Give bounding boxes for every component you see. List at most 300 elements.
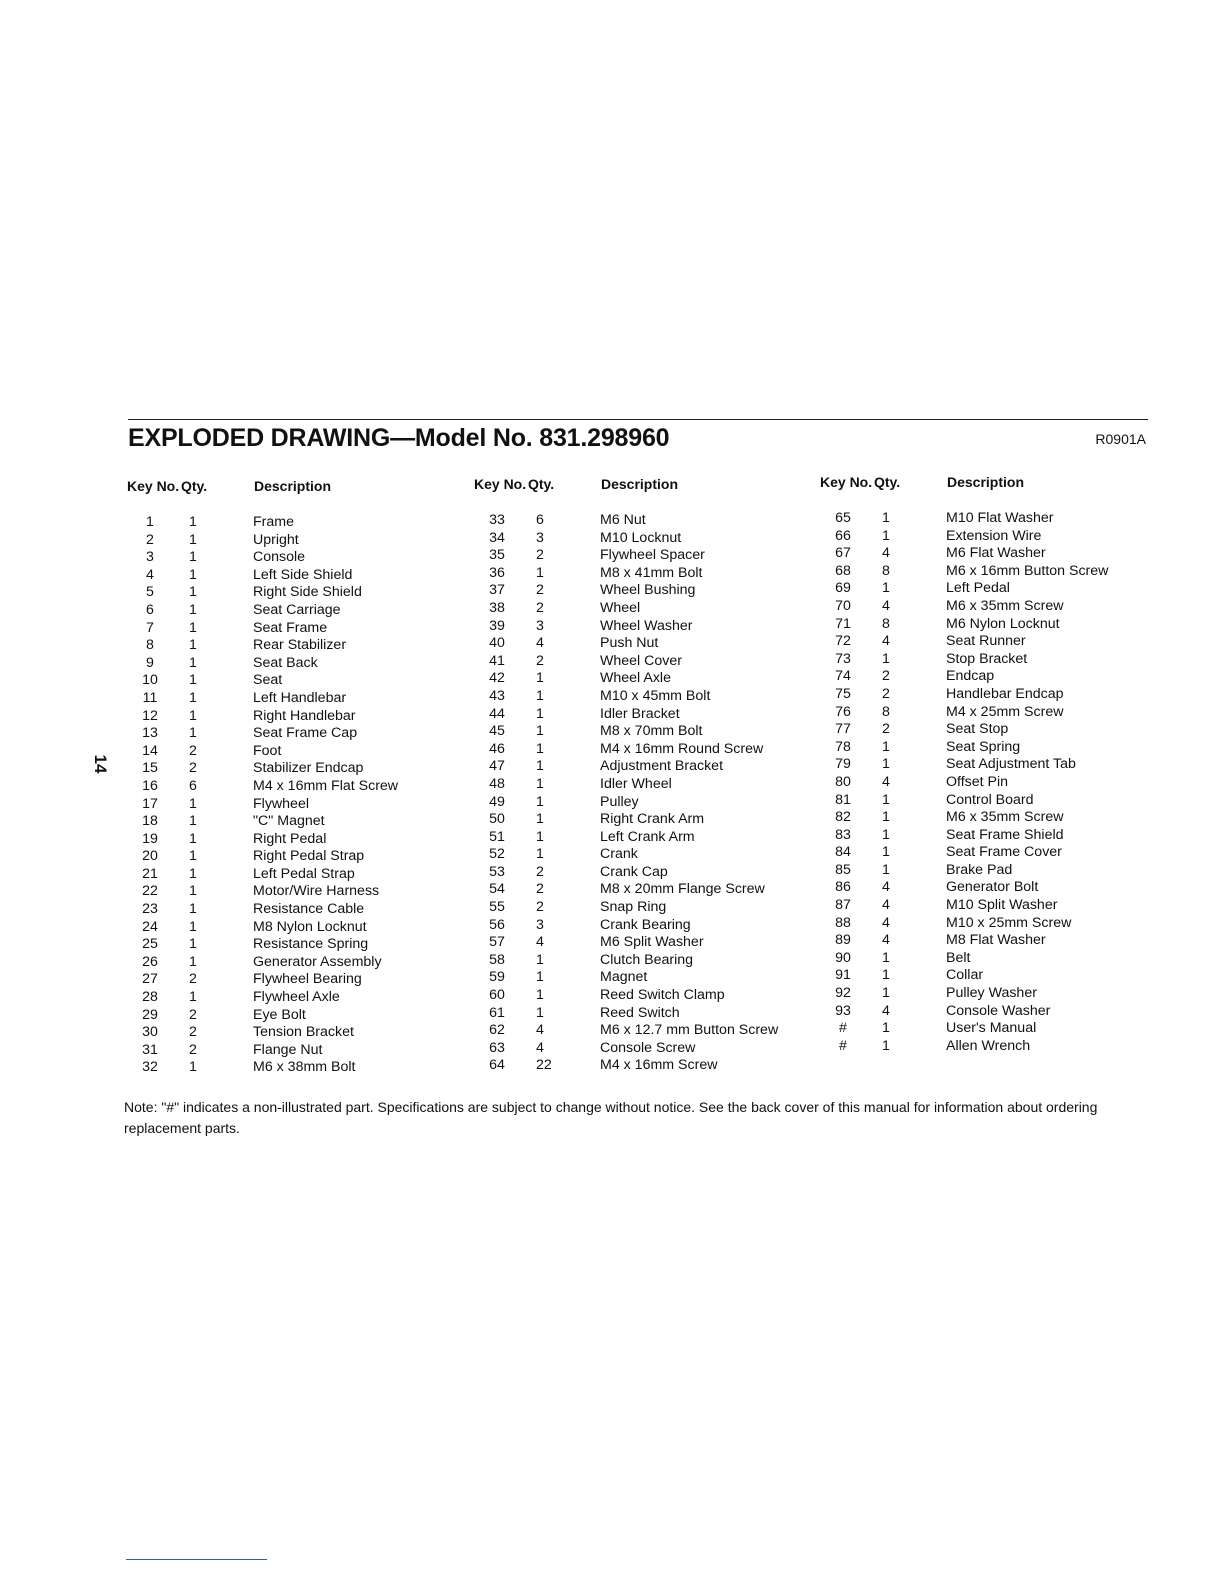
part-key-no: 87 <box>835 897 851 914</box>
part-qty: 2 <box>882 721 890 738</box>
part-key-no: 41 <box>489 652 505 669</box>
part-qty: 1 <box>189 514 197 530</box>
part-description: M6 x 35mm Screw <box>946 597 1064 614</box>
header-qty: Qty. <box>181 478 208 494</box>
part-key-no: 86 <box>835 879 851 896</box>
part-key-no: 57 <box>489 934 505 951</box>
part-qty: 2 <box>536 881 544 898</box>
part-qty: 1 <box>189 601 197 618</box>
footnote: Note: "#" indicates a non-illustrated part. Specifications are subject to change without notice. See the back cover of this manual for information about ordering replacement parts. <box>124 1099 1098 1136</box>
part-qty: 1 <box>189 865 197 882</box>
part-qty: 1 <box>536 951 544 968</box>
part-key-no: 82 <box>835 809 851 826</box>
part-description: M8 Flat Washer <box>946 932 1046 949</box>
part-description: M10 x 25mm Screw <box>946 914 1072 931</box>
part-description: Frame <box>253 514 294 530</box>
part-key-no: 1 <box>146 514 154 530</box>
part-qty: 1 <box>536 758 544 775</box>
part-key-no: 66 <box>835 527 851 544</box>
part-description: Console Washer <box>946 1002 1051 1019</box>
part-description: Right Pedal Strap <box>253 848 365 865</box>
part-qty: 4 <box>882 773 890 790</box>
part-key-no: 83 <box>835 826 851 843</box>
part-key-no: 45 <box>489 723 505 740</box>
part-qty: 22 <box>536 1057 552 1074</box>
part-description: Endcap <box>946 668 995 685</box>
part-qty: 1 <box>536 969 544 986</box>
part-key-no: 78 <box>835 738 851 755</box>
part-qty: 1 <box>536 793 544 810</box>
part-qty: 1 <box>536 846 544 863</box>
part-qty: 1 <box>189 637 197 654</box>
part-key-no: 36 <box>489 564 505 581</box>
part-key-no: 63 <box>489 1039 505 1056</box>
part-description: M6 x 38mm Bolt <box>253 1059 356 1076</box>
part-qty: 6 <box>536 512 544 528</box>
part-description: Left Pedal <box>946 580 1010 597</box>
part-description: Right Crank Arm <box>600 811 705 828</box>
part-key-no: 80 <box>835 773 851 790</box>
part-key-no: 53 <box>489 863 505 880</box>
part-description: Generator Bolt <box>946 879 1039 896</box>
header-key-no: Key No. <box>820 474 873 490</box>
header-key-no: Key No. <box>474 476 527 492</box>
part-description: Console Screw <box>600 1039 696 1056</box>
part-description: Idler Wheel <box>600 775 672 792</box>
part-description: Seat Frame Cap <box>253 725 358 742</box>
part-key-no: 60 <box>489 987 505 1004</box>
part-key-no: 51 <box>489 828 505 845</box>
part-qty: 2 <box>536 599 544 616</box>
part-description: Seat Frame Shield <box>946 826 1064 843</box>
part-qty: 4 <box>882 633 890 650</box>
part-key-no: 49 <box>489 793 505 810</box>
part-key-no: 42 <box>489 670 505 687</box>
part-qty: 4 <box>882 597 890 614</box>
part-qty: 2 <box>536 863 544 880</box>
part-description: Right Side Shield <box>253 584 362 601</box>
part-key-no: 77 <box>835 721 851 738</box>
part-qty: 1 <box>189 584 197 601</box>
header-qty: Qty. <box>528 476 555 492</box>
part-description: M8 x 41mm Bolt <box>600 564 703 581</box>
part-description: Flange Nut <box>253 1041 323 1058</box>
part-key-no: 52 <box>489 846 505 863</box>
part-description: M10 x 45mm Bolt <box>600 687 711 704</box>
part-description: Eye Bolt <box>253 1006 306 1023</box>
part-qty: 4 <box>536 635 544 652</box>
part-description: Right Handlebar <box>253 707 356 724</box>
header-description: Description <box>601 476 679 492</box>
part-key-no: 71 <box>835 615 851 632</box>
part-qty: 1 <box>189 813 197 830</box>
part-description: Foot <box>253 742 282 759</box>
part-description: Seat Adjustment Tab <box>946 756 1076 773</box>
part-key-no: 35 <box>489 547 505 564</box>
part-key-no: 67 <box>835 545 851 562</box>
header-qty: Qty. <box>874 474 901 490</box>
part-key-no: 19 <box>142 830 158 847</box>
part-qty: 1 <box>536 687 544 704</box>
part-qty: 1 <box>536 723 544 740</box>
part-description: M10 Split Washer <box>946 897 1058 914</box>
part-key-no: 70 <box>835 597 851 614</box>
part-qty: 1 <box>189 936 197 953</box>
part-description: "C" Magnet <box>253 813 325 830</box>
part-qty: 1 <box>882 510 890 526</box>
part-description: Wheel <box>600 599 641 616</box>
part-description: M6 x 35mm Screw <box>946 809 1064 826</box>
part-qty: 1 <box>882 844 890 861</box>
part-description: Tension Bracket <box>253 1024 354 1041</box>
part-key-no: 8 <box>146 637 154 654</box>
part-qty: 1 <box>882 791 890 808</box>
part-key-no: 16 <box>142 777 158 794</box>
part-qty: 1 <box>536 811 544 828</box>
part-key-no: 37 <box>489 582 505 599</box>
part-description: Flywheel Axle <box>253 989 340 1006</box>
part-key-no: 5 <box>146 584 154 601</box>
header-key-no: Key No. <box>127 478 180 494</box>
part-key-no: 88 <box>835 914 851 931</box>
part-description: Offset Pin <box>946 773 1009 790</box>
document-code: R0901A <box>1095 431 1146 447</box>
part-key-no: 40 <box>489 635 505 652</box>
part-description: Console <box>253 549 306 566</box>
part-description: M6 Flat Washer <box>946 545 1046 562</box>
part-qty: 1 <box>882 756 890 773</box>
part-qty: 3 <box>536 529 544 546</box>
part-key-no: 43 <box>489 687 505 704</box>
part-key-no: 47 <box>489 758 505 775</box>
part-qty: 1 <box>536 1004 544 1021</box>
part-description: Reed Switch <box>600 1004 680 1021</box>
part-description: Seat Carriage <box>253 601 341 618</box>
part-qty: 1 <box>882 580 890 597</box>
part-description: Pulley Washer <box>946 985 1037 1002</box>
title-rule <box>128 419 1148 420</box>
part-qty: 4 <box>536 1039 544 1056</box>
part-description: Snap Ring <box>600 899 667 916</box>
part-qty: 1 <box>189 795 197 812</box>
part-qty: 6 <box>189 777 197 794</box>
part-key-no: # <box>839 1037 847 1054</box>
part-key-no: 38 <box>489 599 505 616</box>
part-qty: 2 <box>189 1006 197 1023</box>
part-description: Left Handlebar <box>253 689 347 706</box>
part-qty: 2 <box>189 1024 197 1041</box>
part-description: Push Nut <box>600 635 659 652</box>
part-description: Allen Wrench <box>946 1037 1031 1054</box>
part-key-no: 27 <box>142 971 158 988</box>
part-key-no: 3 <box>146 549 154 566</box>
part-qty: 2 <box>189 742 197 759</box>
part-description: M6 x 12.7 mm Button Screw <box>600 1022 779 1039</box>
part-description: Crank Cap <box>600 863 668 880</box>
part-description: Generator Assembly <box>253 953 382 970</box>
part-qty: 3 <box>536 617 544 634</box>
page-title: EXPLODED DRAWING—Model No. 831.298960 <box>128 424 670 452</box>
part-description: Upright <box>253 531 299 548</box>
part-key-no: 30 <box>142 1024 158 1041</box>
part-description: M6 Nut <box>600 512 646 528</box>
part-qty: 1 <box>189 531 197 548</box>
part-description: Resistance Spring <box>253 936 369 953</box>
part-key-no: 89 <box>835 932 851 949</box>
part-description: Stabilizer Endcap <box>253 760 364 777</box>
part-description: M10 Locknut <box>600 529 682 546</box>
part-description: Reed Switch Clamp <box>600 987 725 1004</box>
part-key-no: 15 <box>142 760 158 777</box>
part-qty: 8 <box>882 703 890 720</box>
part-qty: 1 <box>189 707 197 724</box>
part-key-no: 64 <box>489 1057 505 1074</box>
header-description: Description <box>254 478 332 494</box>
part-key-no: 23 <box>142 901 158 918</box>
part-key-no: 55 <box>489 899 505 916</box>
part-key-no: 65 <box>835 510 851 526</box>
part-key-no: 76 <box>835 703 851 720</box>
part-qty: 1 <box>189 848 197 865</box>
part-key-no: 13 <box>142 725 158 742</box>
part-key-no: 48 <box>489 775 505 792</box>
part-qty: 1 <box>189 654 197 671</box>
part-key-no: 12 <box>142 707 158 724</box>
part-qty: 1 <box>882 985 890 1002</box>
part-qty: 1 <box>882 1037 890 1054</box>
part-qty: 4 <box>536 1022 544 1039</box>
part-qty: 2 <box>189 971 197 988</box>
part-qty: 4 <box>882 1002 890 1019</box>
part-qty: 1 <box>882 650 890 667</box>
part-key-no: 61 <box>489 1004 505 1021</box>
part-qty: 2 <box>882 668 890 685</box>
part-qty: 4 <box>882 879 890 896</box>
part-description: Stop Bracket <box>946 650 1028 667</box>
part-qty: 1 <box>882 967 890 984</box>
part-description: Right Pedal <box>253 830 327 847</box>
part-description: Wheel Bushing <box>600 582 696 599</box>
part-qty: 1 <box>189 901 197 918</box>
part-description: M4 x 25mm Screw <box>946 703 1064 720</box>
part-description: Left Crank Arm <box>600 828 695 845</box>
header-description: Description <box>947 474 1025 490</box>
part-description: M4 x 16mm Flat Screw <box>253 777 399 794</box>
part-key-no: 56 <box>489 916 505 933</box>
part-description: User's Manual <box>946 1020 1037 1037</box>
part-key-no: 9 <box>146 654 154 671</box>
part-description: Flywheel Spacer <box>600 547 705 564</box>
part-qty: 1 <box>189 672 197 689</box>
part-key-no: 68 <box>835 562 851 579</box>
part-key-no: 20 <box>142 848 158 865</box>
part-key-no: 90 <box>835 949 851 966</box>
part-key-no: 44 <box>489 705 505 722</box>
part-key-no: 26 <box>142 953 158 970</box>
part-description: Wheel Axle <box>600 670 671 687</box>
part-qty: 1 <box>882 949 890 966</box>
part-key-no: 10 <box>142 672 158 689</box>
part-qty: 4 <box>882 545 890 562</box>
part-description: M8 x 70mm Bolt <box>600 723 703 740</box>
part-qty: 2 <box>189 760 197 777</box>
part-description: Handlebar Endcap <box>946 685 1064 702</box>
part-qty: 1 <box>189 566 197 583</box>
part-key-no: 69 <box>835 580 851 597</box>
part-qty: 8 <box>882 615 890 632</box>
part-qty: 1 <box>882 861 890 878</box>
part-description: Flywheel <box>253 795 309 812</box>
part-description: Seat Spring <box>946 738 1021 755</box>
part-description: M10 Flat Washer <box>946 510 1054 526</box>
part-qty: 1 <box>882 809 890 826</box>
part-key-no: 75 <box>835 685 851 702</box>
part-key-no: 91 <box>835 967 851 984</box>
part-description: Extension Wire <box>946 527 1042 544</box>
part-qty: 1 <box>882 527 890 544</box>
part-qty: 1 <box>189 918 197 935</box>
part-key-no: 2 <box>146 531 154 548</box>
part-description: Left Side Shield <box>253 566 353 583</box>
part-key-no: 59 <box>489 969 505 986</box>
part-key-no: 85 <box>835 861 851 878</box>
part-description: Control Board <box>946 791 1034 808</box>
part-key-no: 73 <box>835 650 851 667</box>
part-qty: 1 <box>536 564 544 581</box>
part-qty: 1 <box>189 1059 197 1076</box>
part-qty: 1 <box>189 830 197 847</box>
page-number: 14 <box>91 754 110 774</box>
part-key-no: 81 <box>835 791 851 808</box>
part-qty: 2 <box>536 547 544 564</box>
part-key-no: # <box>839 1020 847 1037</box>
part-qty: 1 <box>189 883 197 900</box>
part-qty: 1 <box>536 740 544 757</box>
part-key-no: 24 <box>142 918 158 935</box>
part-description: Wheel Cover <box>600 652 683 669</box>
part-description: M6 Split Washer <box>600 934 704 951</box>
part-qty: 3 <box>536 916 544 933</box>
part-qty: 1 <box>536 775 544 792</box>
part-description: Wheel Washer <box>600 617 693 634</box>
part-key-no: 33 <box>489 512 505 528</box>
part-description: Resistance Cable <box>253 901 365 918</box>
part-key-no: 84 <box>835 844 851 861</box>
part-qty: 1 <box>536 705 544 722</box>
footer-line <box>126 1559 267 1560</box>
part-qty: 1 <box>189 725 197 742</box>
part-key-no: 93 <box>835 1002 851 1019</box>
part-description: Crank Bearing <box>600 916 691 933</box>
part-qty: 1 <box>536 987 544 1004</box>
part-key-no: 18 <box>142 813 158 830</box>
part-description: Pulley <box>600 793 639 810</box>
part-qty: 2 <box>536 582 544 599</box>
part-qty: 4 <box>882 932 890 949</box>
part-qty: 8 <box>882 562 890 579</box>
part-description: Left Pedal Strap <box>253 865 355 882</box>
part-qty: 2 <box>189 1041 197 1058</box>
part-qty: 1 <box>189 689 197 706</box>
part-description: Seat Frame <box>253 619 328 636</box>
part-description: M6 x 16mm Button Screw <box>946 562 1109 579</box>
part-qty: 2 <box>882 685 890 702</box>
part-description: Motor/Wire Harness <box>253 883 380 900</box>
part-qty: 1 <box>882 1020 890 1037</box>
part-qty: 1 <box>189 549 197 566</box>
part-description: Brake Pad <box>946 861 1013 878</box>
part-key-no: 21 <box>142 865 158 882</box>
part-description: Magnet <box>600 969 648 986</box>
part-key-no: 4 <box>146 566 154 583</box>
part-key-no: 79 <box>835 756 851 773</box>
part-qty: 1 <box>189 989 197 1006</box>
part-description: M4 x 16mm Round Screw <box>600 740 764 757</box>
part-key-no: 25 <box>142 936 158 953</box>
part-description: Clutch Bearing <box>600 951 694 968</box>
part-key-no: 14 <box>142 742 158 759</box>
part-key-no: 72 <box>835 633 851 650</box>
part-qty: 4 <box>882 914 890 931</box>
part-key-no: 32 <box>142 1059 158 1076</box>
part-key-no: 34 <box>489 529 505 546</box>
part-description: Idler Bracket <box>600 705 680 722</box>
part-description: Seat Back <box>253 654 318 671</box>
part-qty: 4 <box>882 897 890 914</box>
part-key-no: 54 <box>489 881 505 898</box>
part-qty: 1 <box>882 738 890 755</box>
part-description: Crank <box>600 846 638 863</box>
part-key-no: 31 <box>142 1041 158 1058</box>
part-qty: 1 <box>536 670 544 687</box>
part-qty: 1 <box>189 953 197 970</box>
part-qty: 1 <box>536 828 544 845</box>
part-description: Seat <box>253 672 283 689</box>
part-key-no: 39 <box>489 617 505 634</box>
part-key-no: 28 <box>142 989 158 1006</box>
part-description: Seat Runner <box>946 633 1026 650</box>
part-qty: 1 <box>882 826 890 843</box>
part-description: M6 Nylon Locknut <box>946 615 1060 632</box>
part-key-no: 58 <box>489 951 505 968</box>
part-key-no: 74 <box>835 668 851 685</box>
part-key-no: 17 <box>142 795 158 812</box>
part-description: Flywheel Bearing <box>253 971 362 988</box>
part-qty: 4 <box>536 934 544 951</box>
part-key-no: 92 <box>835 985 851 1002</box>
part-description: Rear Stabilizer <box>253 637 347 654</box>
part-description: M8 x 20mm Flange Screw <box>600 881 765 898</box>
part-description: Seat Stop <box>946 721 1009 738</box>
part-key-no: 6 <box>146 601 154 618</box>
part-description: Seat Frame Cover <box>946 844 1062 861</box>
part-key-no: 50 <box>489 811 505 828</box>
part-description: Belt <box>946 949 971 966</box>
part-key-no: 7 <box>146 619 154 636</box>
part-description: M4 x 16mm Screw <box>600 1057 718 1074</box>
part-qty: 2 <box>536 899 544 916</box>
part-qty: 1 <box>189 619 197 636</box>
part-description: M8 Nylon Locknut <box>253 918 367 935</box>
part-key-no: 29 <box>142 1006 158 1023</box>
part-key-no: 62 <box>489 1022 505 1039</box>
part-description: Adjustment Bracket <box>600 758 724 775</box>
part-key-no: 46 <box>489 740 505 757</box>
part-key-no: 22 <box>142 883 158 900</box>
part-key-no: 11 <box>142 689 158 706</box>
part-description: Collar <box>946 967 984 984</box>
part-qty: 2 <box>536 652 544 669</box>
